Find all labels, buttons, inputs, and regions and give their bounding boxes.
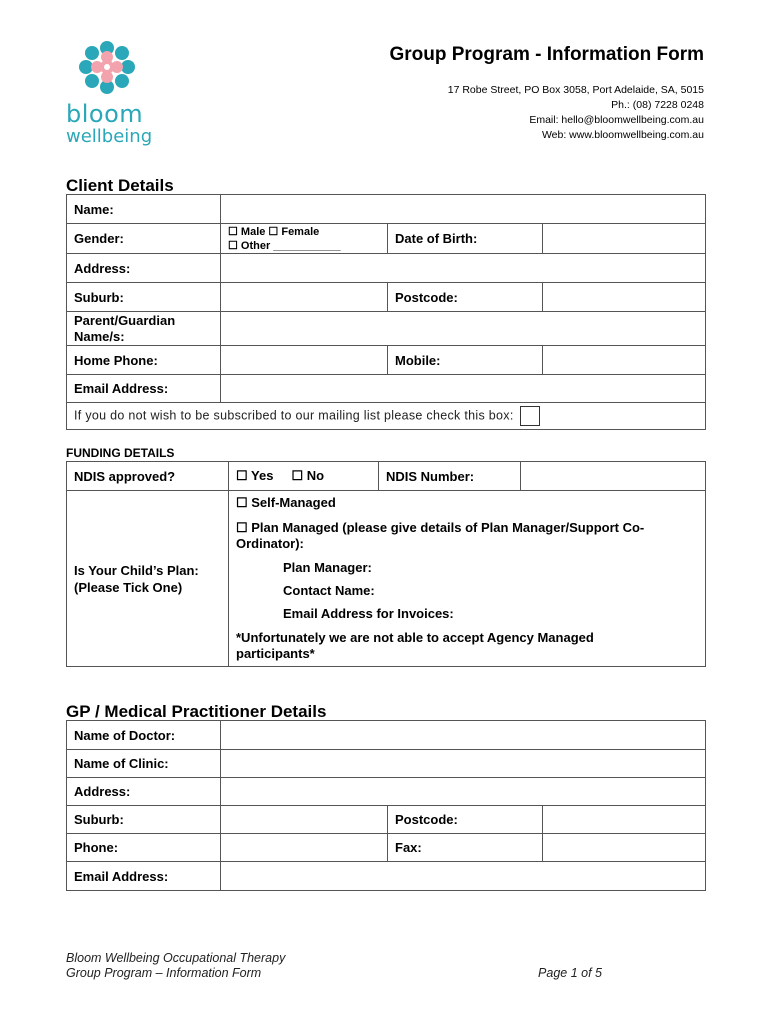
org-address: 17 Robe Street, PO Box 3058, Port Adelaide, SA, 5015 [447, 84, 704, 96]
plan-type-options [229, 491, 706, 667]
ndis-number-field[interactable] [521, 462, 706, 491]
email-label: Email Address: [67, 375, 221, 403]
name-field[interactable] [221, 195, 706, 224]
ndis-no-checkbox[interactable]: ☐ No [291, 468, 325, 483]
logo-text-bloom: bloom [66, 100, 144, 128]
org-phone: Ph.: (08) 7228 0248 [611, 99, 704, 111]
footer-form-name: Group Program – Information Form [66, 966, 262, 980]
gp-suburb-label: Suburb: [67, 806, 221, 834]
gp-details-table [66, 720, 706, 891]
mailing-list-note: If you do not wish to be subscribed to our mailing list please check this box: [74, 408, 514, 423]
gp-details-heading: GP / Medical Practitioner Details [66, 702, 327, 721]
clinic-label: Name of Clinic: [67, 750, 221, 778]
clinic-field[interactable] [221, 750, 706, 778]
gp-address-field[interactable] [221, 778, 706, 806]
home-phone-field[interactable] [221, 346, 388, 375]
gender-options-line2[interactable]: ☐ Other ___________ [228, 239, 341, 252]
self-managed-checkbox[interactable]: ☐ Self-Managed [236, 495, 336, 510]
guardian-label: Parent/Guardian Name/s: [67, 312, 221, 346]
doctor-field[interactable] [221, 721, 706, 750]
gender-options[interactable] [221, 224, 388, 254]
gp-fax-field[interactable] [543, 834, 706, 862]
gp-address-label: Address: [67, 778, 221, 806]
gp-email-label: Email Address: [67, 862, 221, 891]
name-label: Name: [67, 195, 221, 224]
ndis-approved-options[interactable] [229, 462, 379, 491]
org-web: Web: www.bloomwellbeing.com.au [541, 129, 704, 141]
dob-field[interactable] [543, 224, 706, 254]
plan-manager-label: Plan Manager: [283, 560, 372, 575]
mailing-list-checkbox[interactable] [520, 406, 540, 426]
postcode-label: Postcode: [388, 283, 543, 312]
org-email: Email: hello@bloomwellbeing.com.au [529, 114, 704, 126]
dob-label: Date of Birth: [388, 224, 543, 254]
gp-phone-label: Phone: [67, 834, 221, 862]
suburb-label: Suburb: [67, 283, 221, 312]
address-field[interactable] [221, 254, 706, 283]
mailing-list-row [67, 403, 706, 430]
gender-options-line1[interactable]: ☐ Male ☐ Female [228, 225, 320, 238]
gender-label: Gender: [67, 224, 221, 254]
logo-text-wellbeing: wellbeing [66, 126, 153, 147]
mobile-label: Mobile: [388, 346, 543, 375]
gp-fax-label: Fax: [388, 834, 543, 862]
email-field[interactable] [221, 375, 706, 403]
bloom-logo [60, 40, 160, 150]
client-details-table [66, 194, 706, 430]
ndis-number-label: NDIS Number: [379, 462, 521, 491]
mobile-field[interactable] [543, 346, 706, 375]
gp-postcode-field[interactable] [543, 806, 706, 834]
form-title: Group Program - Information Form [389, 44, 704, 65]
doctor-label: Name of Doctor: [67, 721, 221, 750]
suburb-field[interactable] [221, 283, 388, 312]
gp-postcode-label: Postcode: [388, 806, 543, 834]
plan-type-question: Is Your Child’s Plan: (Please Tick One) [67, 491, 229, 667]
flower-icon [72, 40, 142, 96]
client-details-heading: Client Details [66, 176, 174, 195]
ndis-yes-checkbox[interactable]: ☐ Yes [236, 468, 274, 483]
funding-table [66, 461, 706, 667]
gp-phone-field[interactable] [221, 834, 388, 862]
page-number: Page 1 of 5 [538, 966, 602, 980]
gp-email-field[interactable] [221, 862, 706, 891]
ndis-approved-label: NDIS approved? [67, 462, 229, 491]
postcode-field[interactable] [543, 283, 706, 312]
invoice-email-label: Email Address for Invoices: [283, 606, 454, 621]
funding-heading: FUNDING DETAILS [66, 446, 175, 460]
address-label: Address: [67, 254, 221, 283]
agency-managed-note: *Unfortunately we are not able to accept Agency Managed participants* [236, 630, 594, 661]
home-phone-label: Home Phone: [67, 346, 221, 375]
gp-suburb-field[interactable] [221, 806, 388, 834]
plan-managed-checkbox[interactable]: ☐ Plan Managed (please give details of Plan Manager/Support Co-Ordinator): [236, 520, 645, 551]
guardian-field[interactable] [221, 312, 706, 346]
footer-org: Bloom Wellbeing Occupational Therapy [66, 951, 286, 965]
contact-name-label: Contact Name: [283, 583, 375, 598]
